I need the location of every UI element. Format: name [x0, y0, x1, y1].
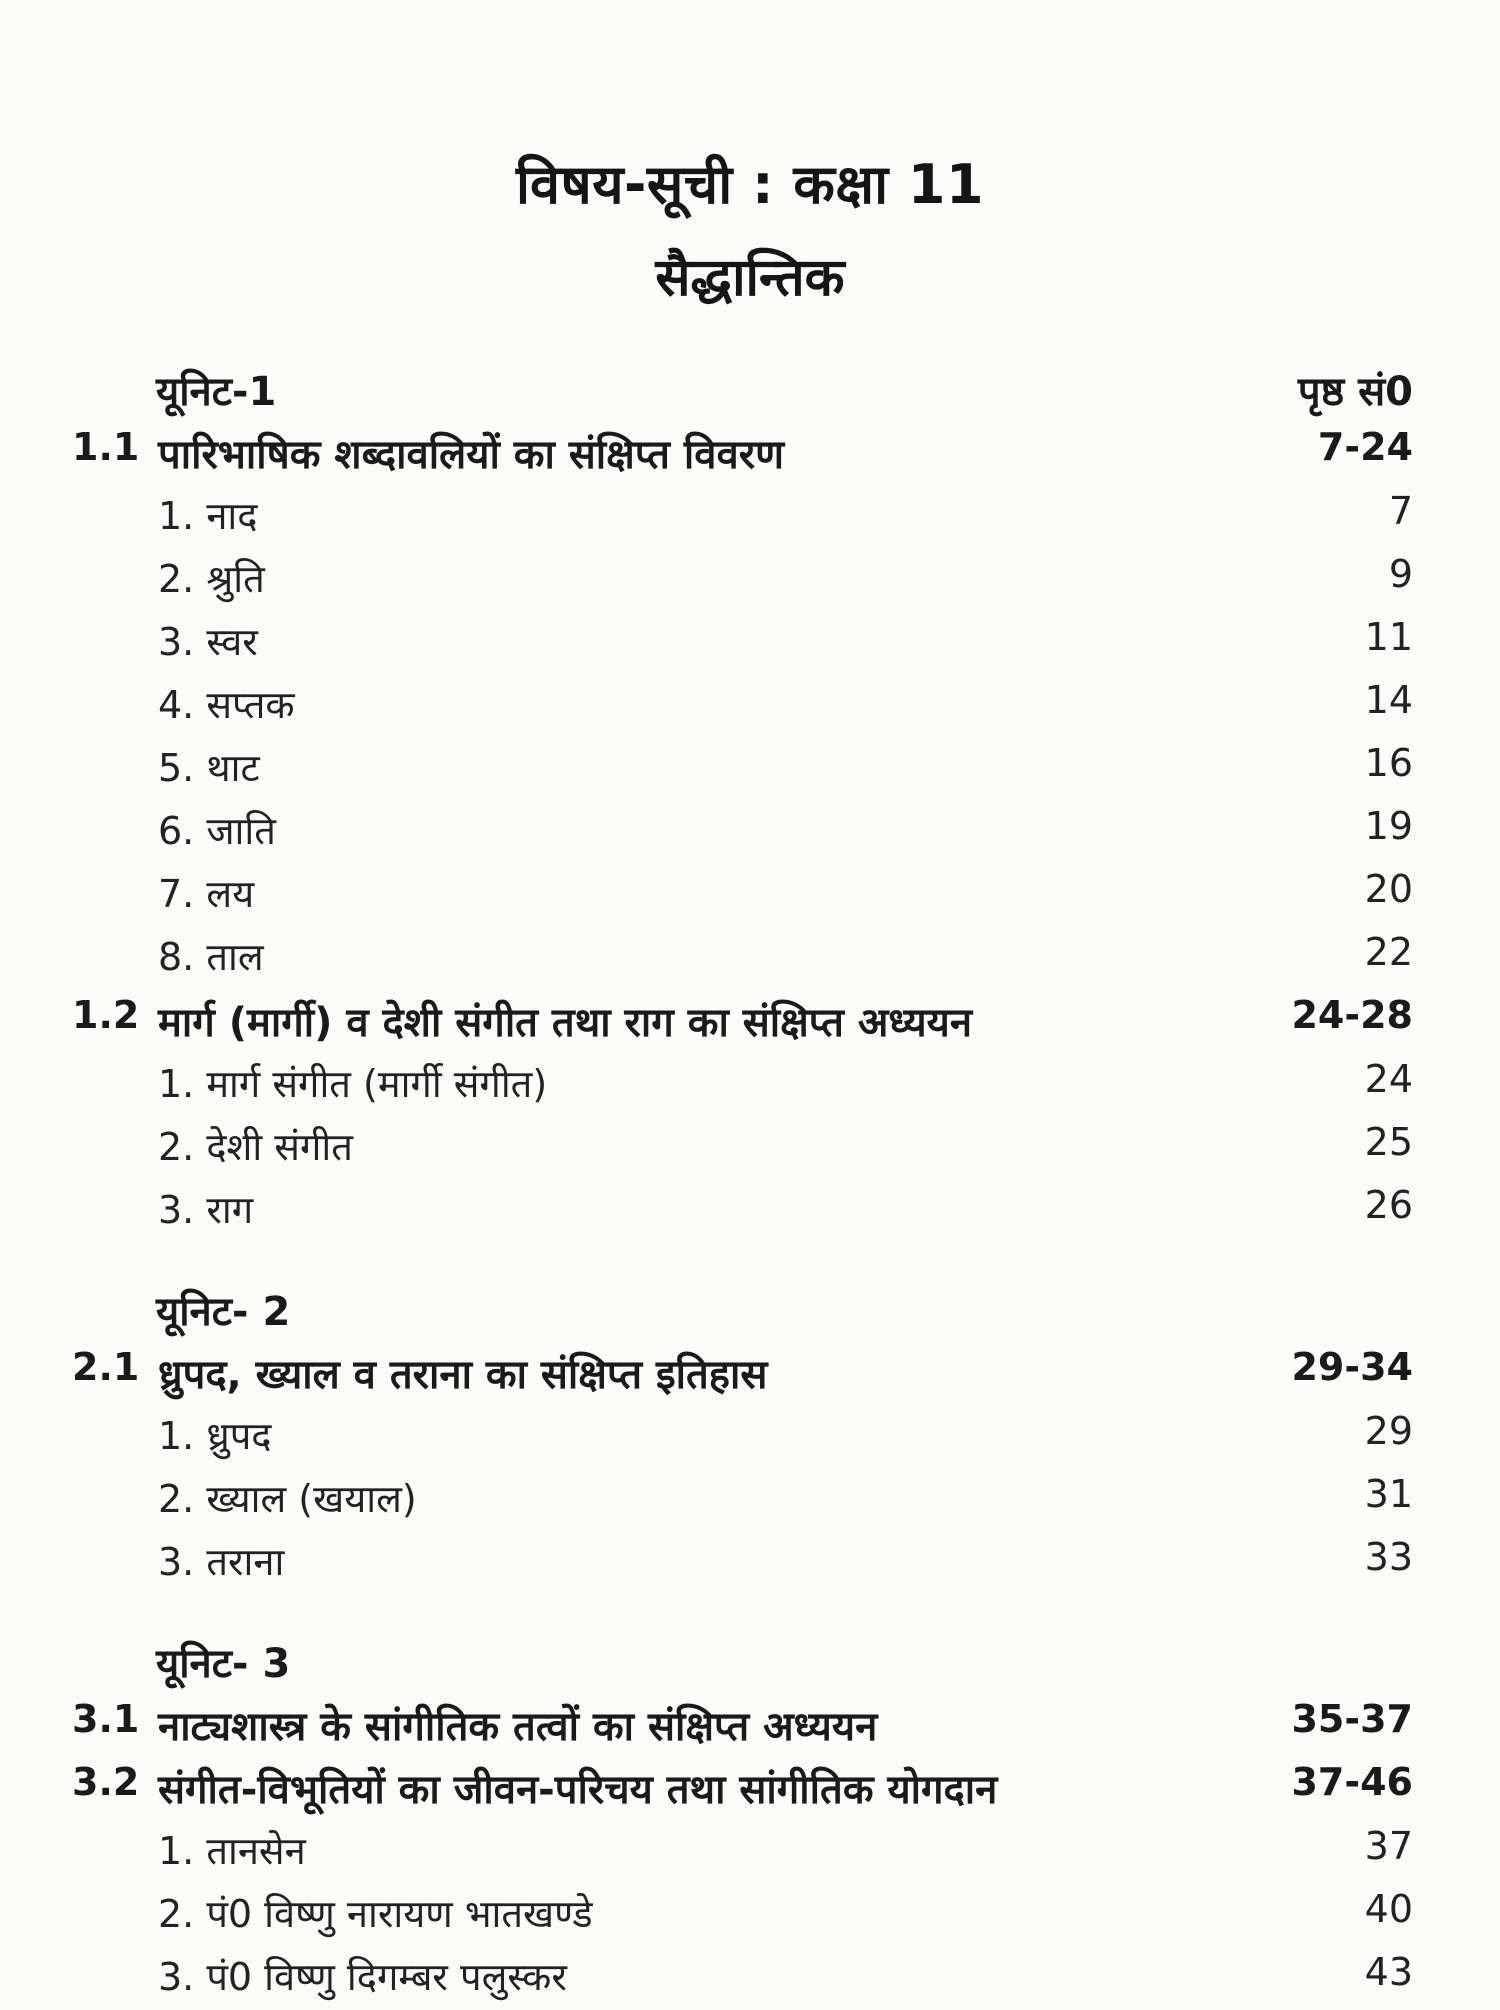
item-page: 9: [1388, 552, 1413, 596]
unit-label: यूनिट-1: [156, 369, 277, 415]
item-label: 1. मार्ग संगीत (मार्गी संगीत): [158, 1062, 548, 1106]
list-item: [0, 615, 1500, 675]
item-label: 4. सप्तक: [158, 683, 295, 727]
section-title: ध्रुपद, ख्याल व तराना का संक्षिप्त इतिहास: [158, 1352, 768, 1398]
item-label: 2. देशी संगीत: [158, 1125, 353, 1169]
page-column-label: पृष्ठ सं0: [1297, 369, 1413, 415]
item-label: 1. ध्रुपद: [158, 1414, 272, 1458]
unit-heading-2: [0, 1282, 1500, 1342]
section-row-1-1: [0, 425, 1500, 485]
section-row-3-1: [0, 1697, 1500, 1757]
list-item: [0, 804, 1500, 864]
section-title: पारिभाषिक शब्दावलियों का संक्षिप्त विवरण: [158, 432, 784, 478]
list-item: [0, 1120, 1500, 1180]
item-page: 31: [1364, 1472, 1413, 1516]
item-label: 2. पं0 विष्णु नारायण भातखण्डे: [158, 1892, 593, 1936]
list-item: [0, 1409, 1500, 1469]
item-page: 19: [1364, 804, 1413, 848]
list-item: [0, 678, 1500, 738]
list-item: [0, 1535, 1500, 1595]
section-number: 1.2: [72, 993, 140, 1037]
section-number: 1.1: [72, 425, 140, 469]
item-label: 6. जाति: [158, 809, 276, 853]
item-page: 11: [1364, 615, 1413, 659]
unit-heading-1: [0, 362, 1500, 422]
section-number: 3.1: [72, 1697, 140, 1741]
item-label: 3. राग: [158, 1188, 254, 1232]
section-pages: 7-24: [1317, 425, 1413, 469]
item-page: 29: [1364, 1409, 1413, 1453]
item-page: 33: [1364, 1535, 1413, 1579]
section-number: 2.1: [72, 1345, 140, 1389]
list-item: [0, 1824, 1500, 1884]
item-page: 7: [1388, 489, 1413, 533]
section-title: संगीत-विभूतियों का जीवन-परिचय तथा सांगीतिक योगदान: [158, 1767, 998, 1813]
item-page: 24: [1364, 1057, 1413, 1101]
item-page: 37: [1364, 1824, 1413, 1868]
item-page: 25: [1364, 1120, 1413, 1164]
item-page: 43: [1364, 1950, 1413, 1994]
unit-label: यूनिट- 2: [156, 1289, 291, 1335]
list-item: [0, 1057, 1500, 1117]
item-label: 3. तराना: [158, 1540, 285, 1584]
section-pages: 24-28: [1291, 993, 1413, 1037]
list-item: [0, 930, 1500, 990]
list-item: [0, 1950, 1500, 2010]
list-item: [0, 552, 1500, 612]
item-label: 5. थाट: [158, 746, 260, 790]
page-subtitle: सैद्धान्तिक: [655, 248, 845, 308]
section-title: नाट्यशास्त्र के सांगीतिक तत्वों का संक्षिप्त अध्ययन: [158, 1704, 878, 1750]
list-item: [0, 1183, 1500, 1243]
page-title: विषय-सूची : कक्षा 11: [515, 153, 985, 216]
item-page: 40: [1364, 1887, 1413, 1931]
item-page: 20: [1364, 867, 1413, 911]
list-item: [0, 489, 1500, 549]
section-row-2-1: [0, 1345, 1500, 1405]
section-row-1-2: [0, 993, 1500, 1053]
list-item: [0, 741, 1500, 801]
item-label: 7. लय: [158, 872, 255, 916]
section-pages: 37-46: [1291, 1760, 1413, 1804]
unit-label: यूनिट- 3: [156, 1641, 291, 1687]
item-label: 3. पं0 विष्णु दिगम्बर पलुस्कर: [158, 1955, 567, 1999]
list-item: [0, 1472, 1500, 1532]
item-page: 14: [1364, 678, 1413, 722]
item-label: 2. श्रुति: [158, 557, 265, 601]
item-label: 8. ताल: [158, 935, 264, 979]
item-label: 1. नाद: [158, 494, 258, 538]
section-title: मार्ग (मार्गी) व देशी संगीत तथा राग का संक्षिप्त अध्ययन: [158, 1000, 973, 1046]
unit-heading-3: [0, 1634, 1500, 1694]
section-number: 3.2: [72, 1760, 140, 1804]
item-label: 1. तानसेन: [158, 1829, 306, 1873]
list-item: [0, 1887, 1500, 1947]
item-page: 26: [1364, 1183, 1413, 1227]
section-row-3-2: [0, 1760, 1500, 1820]
section-pages: 29-34: [1291, 1345, 1413, 1389]
item-label: 3. स्वर: [158, 620, 258, 664]
list-item: [0, 867, 1500, 927]
item-page: 16: [1364, 741, 1413, 785]
section-pages: 35-37: [1291, 1697, 1413, 1741]
item-page: 22: [1364, 930, 1413, 974]
item-label: 2. ख्याल (खयाल): [158, 1477, 417, 1521]
